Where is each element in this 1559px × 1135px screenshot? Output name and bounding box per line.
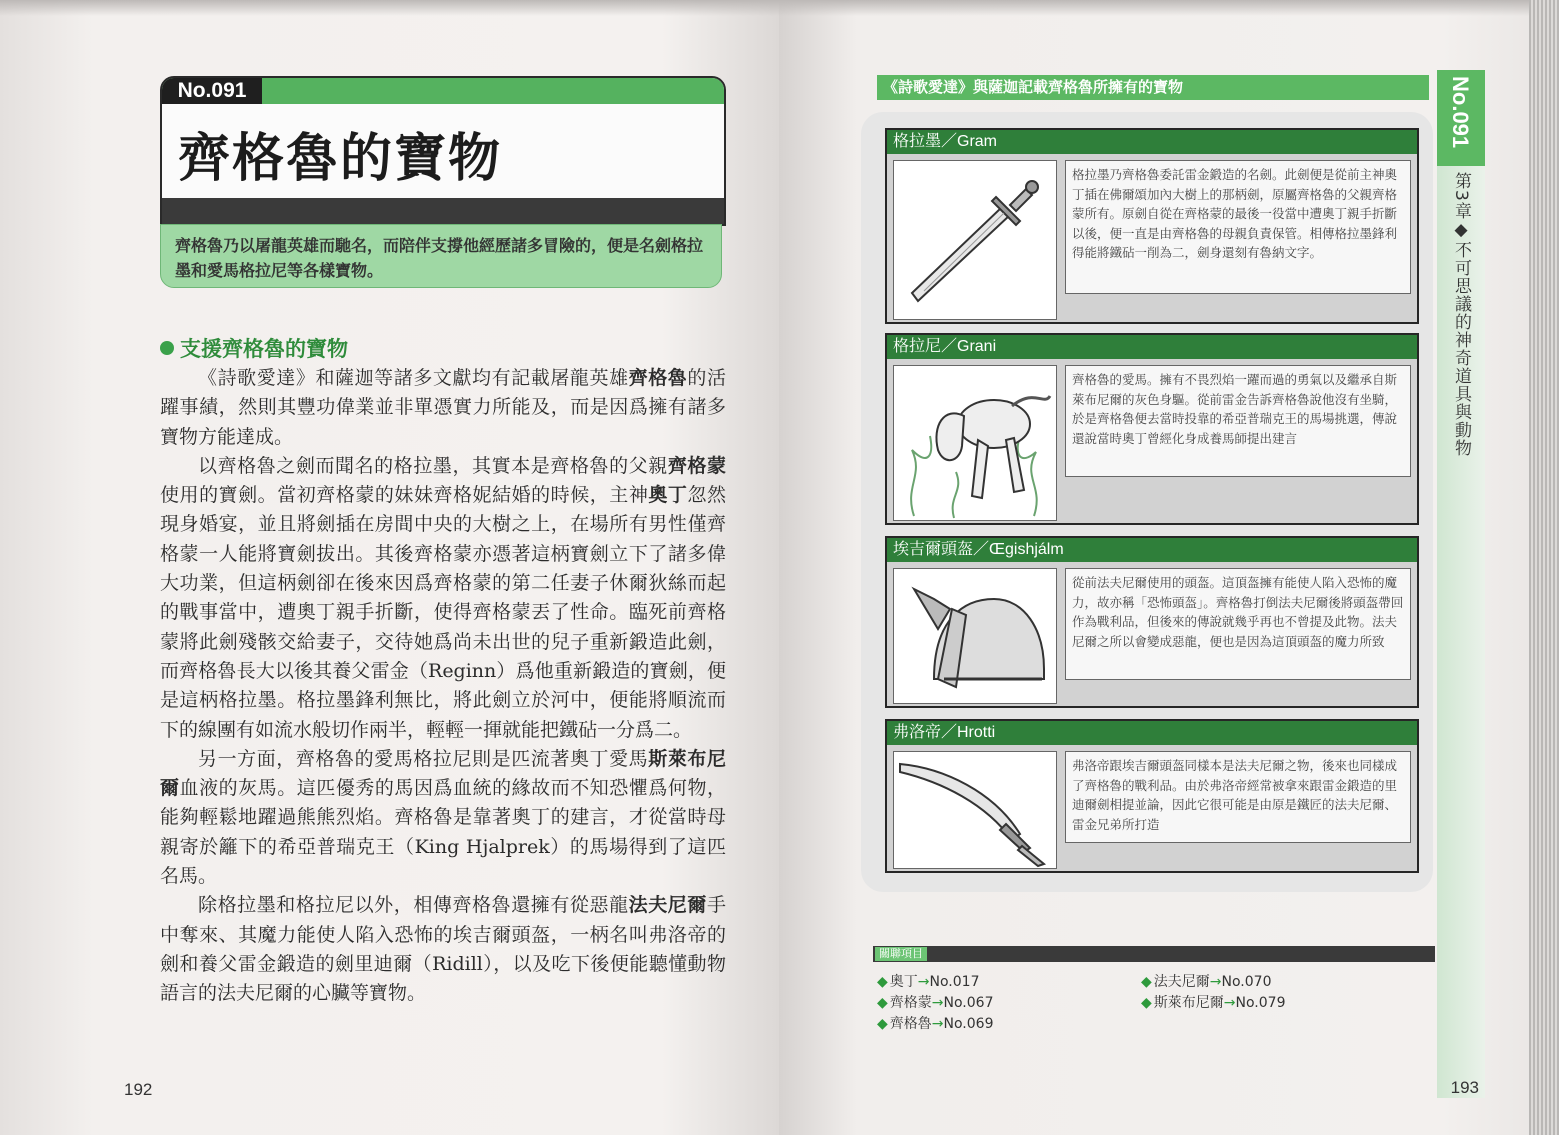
- related-item[interactable]: [877, 972, 993, 993]
- page-title: 齊格魯的寶物: [178, 129, 503, 189]
- header-dark-strip: [162, 198, 724, 224]
- section-heading-text: 支援齊格魯的寶物: [180, 337, 348, 361]
- related-ref: No.067: [943, 995, 994, 1011]
- diamond-icon: ◆: [1141, 995, 1152, 1011]
- bullet-icon: [160, 341, 174, 355]
- related-item[interactable]: [1141, 993, 1285, 1014]
- page-number: 192: [124, 1080, 153, 1099]
- curved-sword-icon: [894, 752, 1056, 868]
- bold-term: 齊格魯: [628, 367, 688, 389]
- related-name: 法夫尼爾: [1153, 974, 1210, 990]
- right-page: [779, 0, 1559, 1135]
- side-entry-number-text: No.091: [1448, 76, 1473, 149]
- related-name: 齊格魯: [889, 1016, 932, 1032]
- related-list-right: [1141, 972, 1285, 1014]
- section-heading: [160, 333, 348, 363]
- bold-term: 法夫尼爾: [628, 894, 707, 917]
- bold-term: 齊格蒙: [667, 454, 726, 477]
- body-text: [160, 364, 726, 1009]
- related-ref: No.079: [1235, 995, 1286, 1011]
- related-name: 奧丁: [889, 974, 918, 990]
- item-description: 從前法夫尼爾使用的頭盔。這頂盔擁有能使人陷入恐怖的魔力，故亦稱「恐怖頭盔」。齊格魯打倒法夫尼爾後將頭盔帶回作為戰利品，但後來的傳說就幾乎再也不曾提及此物。法夫尼爾之所以會變成惡龍，便也是因為這頂頭盔的魔力所致: [1065, 568, 1411, 680]
- side-chapter-title: 第3章◆不可思議的神奇道具與動物: [1451, 172, 1471, 457]
- item-grani: [885, 333, 1419, 525]
- horse-icon: [894, 366, 1056, 520]
- item-gram: [885, 128, 1419, 324]
- diamond-icon: ◆: [877, 974, 888, 990]
- related-items-label: 關聯項目: [875, 947, 927, 961]
- item-name: 格拉墨／Gram: [887, 130, 1417, 154]
- summary-box: 齊格魯乃以屠龍英雄而馳名，而陪伴支撐他經歷諸多冒險的，便是名劍格拉墨和愛馬格拉尼等各樣寶物。: [160, 224, 722, 288]
- page-shadow: [779, 0, 1559, 16]
- entry-number: No.091: [162, 78, 262, 104]
- related-item[interactable]: [877, 993, 993, 1014]
- page-shadow: [0, 0, 779, 16]
- helmet-icon: [894, 569, 1056, 703]
- bold-term: 斯萊布尼爾: [160, 747, 726, 800]
- text-run: 使用的寶劍。當初齊格蒙的妹妹齊格妮結婚的時候，主神: [160, 484, 649, 507]
- helmet-illustration: [893, 568, 1057, 704]
- text-run: 除格拉墨和格拉尼以外，相傳齊格魯還擁有從惡龍: [198, 894, 629, 917]
- text-run: 忽然現身婚宴，並且將劍插在房間中央的大樹之上，在場所有男性僅齊格蒙一人能將寶劍拔出。其後齊格蒙亦憑著這柄寶劍立下了諸多偉大功業，但這柄劍卻在後來因爲齊格蒙的第二任妻子休爾狄絲而起的戰事當中，遭奧丁親手折斷，使得齊格蒙丟了性命。臨死前齊格蒙將此劍殘骸交給妻子，交待她爲尚未出世的兒子重新鍛造此劍，而齊格魯長大以後其養父雷金（Reginn）爲他重新鍛造的寶劍，便是這柄格拉墨。格拉墨鋒利無比，將此劍立於河中，便能將順流而下的線團有如流水般切作兩半，輕輕一揮就能把鐵砧一分爲二。: [160, 484, 726, 741]
- arrow-icon: →: [931, 1016, 944, 1032]
- item-name: 埃吉爾頭盔／Œgishjálm: [887, 538, 1417, 562]
- sword-illustration: [893, 160, 1057, 320]
- arrow-icon: →: [931, 995, 944, 1011]
- arrow-icon: →: [1223, 995, 1236, 1011]
- bold-term: 奧丁: [648, 484, 688, 507]
- item-description: 齊格魯的愛馬。擁有不畏烈焰一躍而過的勇氣以及繼承自斯萊布尼爾的灰色身驅。從前雷金告訴齊格魯說他沒有坐騎，於是齊格魯便去當時投靠的希亞普瑞克王的馬場挑選，傳說還說當時奧丁曾經化身成養馬師提出建言: [1065, 365, 1411, 477]
- related-name: 斯萊布尼爾: [1153, 995, 1224, 1011]
- related-item[interactable]: [1141, 972, 1285, 993]
- item-name: 格拉尼／Grani: [887, 335, 1417, 359]
- text-run: 以齊格魯之劍而聞名的格拉墨，其實本是齊格魯的父親: [198, 454, 668, 477]
- item-aegishjalm: [885, 536, 1419, 708]
- table-banner: 《詩歌愛達》與薩迦記載齊格魯所擁有的寶物: [877, 75, 1429, 100]
- horse-illustration: [893, 365, 1057, 521]
- side-entry-number: [1437, 70, 1485, 166]
- sword-icon: [894, 161, 1056, 319]
- item-description: 弗洛帝跟埃吉爾頭盔同樣本是法夫尼爾之物，後來也同樣成了齊格魯的戰利品。由於弗洛帝經常被拿來跟雷金鍛造的里迪爾劍相提並論，因此它很可能是由原是鐵匠的法夫尼爾、雷金兄弟所打造: [1065, 751, 1411, 843]
- related-name: 齊格蒙: [889, 995, 932, 1011]
- item-description: 格拉墨乃齊格魯委託雷金鍛造的名劍。此劍便是從前主神奧丁插在佛爾頌加內大樹上的那柄劍，原屬齊格魯的父親齊格蒙所有。原劍自從在齊格蒙的最後一役當中遭奧丁親手折斷以後，便一直是由齊格魯的母親負責保管。相傳格拉墨鋒利得能將鐵砧一削為二，劍身還刻有魯納文字。: [1065, 160, 1411, 294]
- page-number: 193: [1450, 1078, 1479, 1097]
- text-run: 血液的灰馬。這匹優秀的馬因爲血統的緣故而不知恐懼爲何物，能夠輕鬆地躍過熊熊烈焰。齊格魯是靠著奧丁的建言，才從當時母親寄於籬下的希亞普瑞克王（King Hjalprek）的馬場得到了這匹名馬。: [160, 777, 726, 888]
- related-ref: No.017: [929, 974, 980, 990]
- sword-illustration: [893, 751, 1057, 869]
- diamond-icon: ◆: [877, 1016, 888, 1032]
- related-ref: No.069: [943, 1016, 994, 1032]
- arrow-icon: →: [1209, 974, 1222, 990]
- item-name: 弗洛帝／Hrotti: [887, 721, 1417, 745]
- diamond-icon: ◆: [877, 995, 888, 1011]
- related-list-left: [877, 972, 993, 1035]
- text-run: 《詩歌愛達》和薩迦等諸多文獻均有記載屠龍英雄: [198, 367, 629, 389]
- text-run: 的活躍事績，然則其豐功偉業並非單憑實力所能及，而是因爲擁有諸多寶物方能達成。: [160, 367, 726, 448]
- entry-header: [160, 76, 726, 226]
- paragraph-1: [160, 364, 726, 452]
- left-page: [0, 0, 779, 1135]
- text-run: 另一方面，齊格魯的愛馬格拉尼則是匹流著奧丁愛馬: [198, 747, 649, 770]
- arrow-icon: →: [917, 974, 930, 990]
- item-hrotti: [885, 719, 1419, 873]
- related-item[interactable]: [877, 1014, 993, 1035]
- paragraph-4: [160, 891, 726, 1008]
- text-run: 手中奪來、其魔力能使人陷入恐怖的埃吉爾頭盔，一柄名叫弗洛帝的劍和養父雷金鍛造的劍里迪爾（Ridill），以及吃下後便能聽懂動物語言的法夫尼爾的心臟等寶物。: [160, 894, 726, 1005]
- related-ref: No.070: [1221, 974, 1272, 990]
- diamond-icon: ◆: [1141, 974, 1152, 990]
- related-items-bar: [873, 946, 1435, 962]
- paragraph-3: [160, 745, 726, 891]
- paragraph-2: [160, 452, 726, 745]
- page-edges: [1529, 0, 1559, 1135]
